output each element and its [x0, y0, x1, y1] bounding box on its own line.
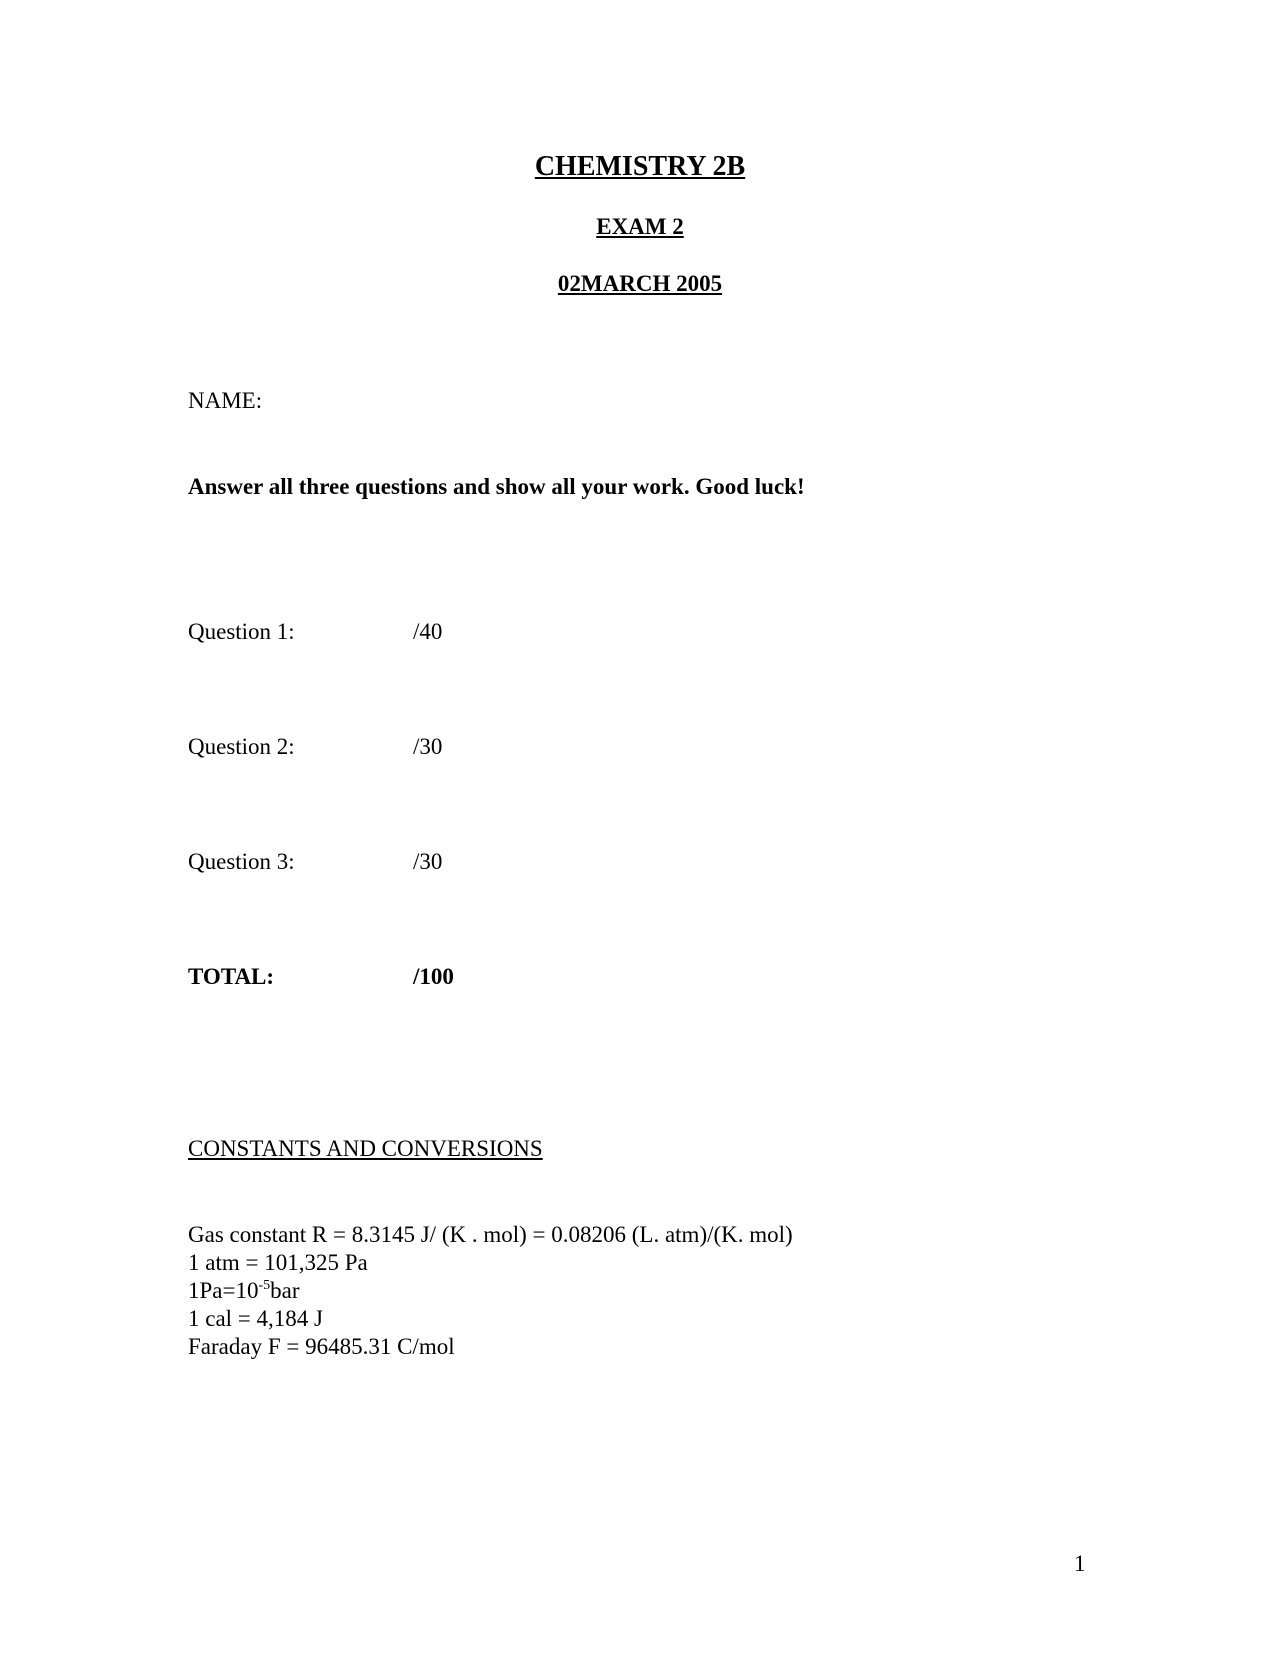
constants-list [188, 1221, 793, 1361]
pascal-exponent: -5 [258, 1278, 271, 1293]
constant-atm: 1 atm = 101,325 Pa [188, 1250, 368, 1275]
pascal-unit: bar [270, 1278, 300, 1303]
course-title: CHEMISTRY 2B [534, 151, 746, 182]
pascal-base: 1Pa=10 [188, 1278, 259, 1303]
score-label: TOTAL: [188, 964, 275, 989]
score-max: /30 [413, 849, 443, 874]
score-row-question-2 [188, 733, 788, 761]
score-label: Question 1: [188, 619, 295, 644]
constant-faraday: Faraday F = 96485.31 C/mol [188, 1334, 455, 1359]
name-label: NAME: [188, 388, 263, 413]
score-row-total [188, 963, 788, 991]
score-label: Question 2: [188, 734, 295, 759]
page-number: 1 [1074, 1551, 1086, 1576]
constant-pascal [188, 1277, 793, 1305]
score-max: /100 [413, 964, 454, 989]
exam-number: EXAM 2 [596, 214, 684, 239]
constant-calorie: 1 cal = 4,184 J [188, 1306, 323, 1331]
score-max: /40 [413, 619, 443, 644]
score-max: /30 [413, 734, 443, 759]
score-row-question-3 [188, 848, 788, 876]
score-row-question-1 [188, 618, 788, 646]
instructions: Answer all three questions and show all your work. Good luck! [188, 474, 805, 499]
exam-date: 02MARCH 2005 [557, 271, 723, 296]
score-label: Question 3: [188, 849, 295, 874]
constants-heading: CONSTANTS AND CONVERSIONS [188, 1136, 543, 1161]
constant-gas: Gas constant R = 8.3145 J/ (K . mol) = 0.08206 (L. atm)/(K. mol) [188, 1222, 793, 1247]
